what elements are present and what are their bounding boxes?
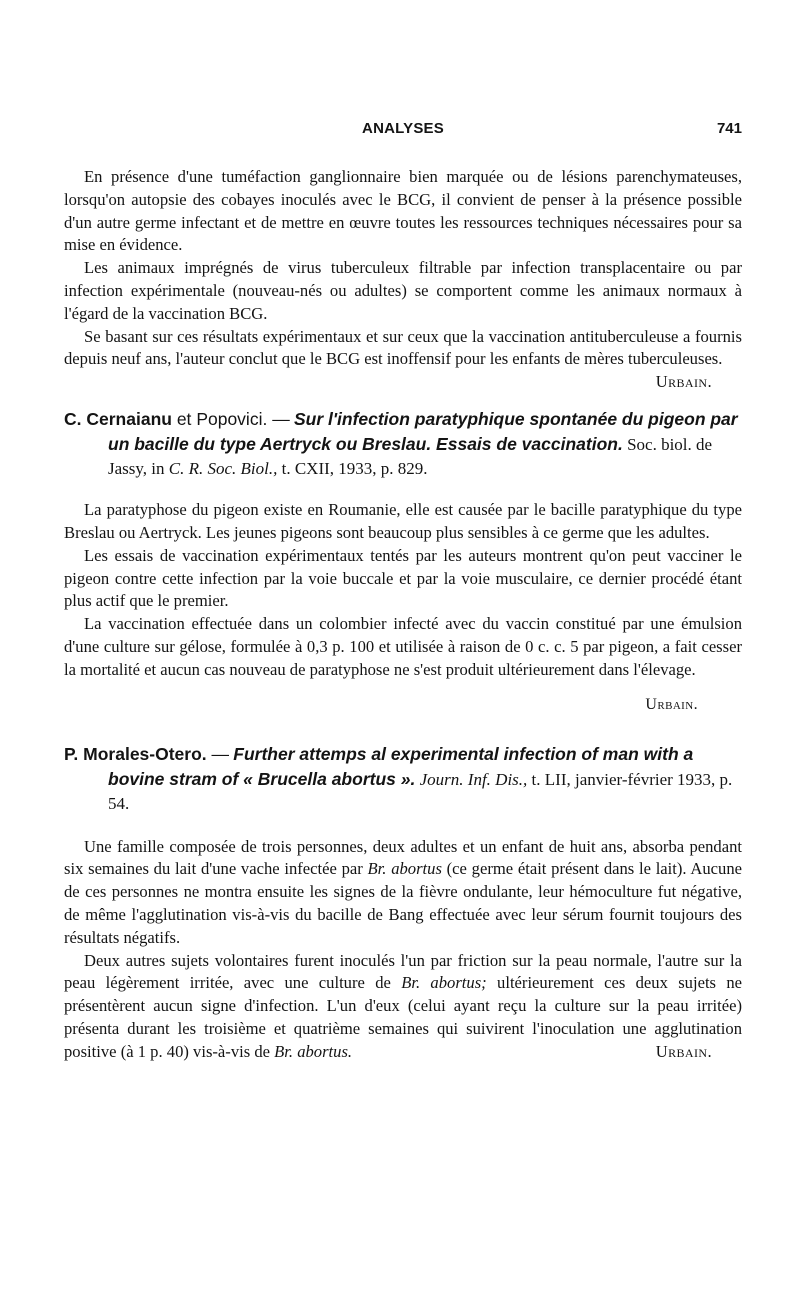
article-2-paragraph-1: La paratyphose du pigeon existe en Roumanie, elle est causée par le bacille paratyphique du type Breslau ou Aertryck. Les jeunes pigeons sont beaucoup plus sensibles à ce germe que les adultes. <box>64 500 742 542</box>
article-1-paragraph-2: Les animaux imprégnés de virus tuberculeux filtrable par infection transplacentaire ou par infection expérimentale (nouveau-nés ou adultes) se comportent comme les animaux normaux à l'égard de la vaccination BCG. <box>64 258 742 323</box>
article-3-initial: P. <box>64 743 79 764</box>
article-2-reference <box>64 407 742 481</box>
article-1-signature: Urbain. <box>655 372 712 392</box>
article-1 <box>64 166 742 392</box>
article-3-title-end: ». <box>400 768 416 789</box>
article-1-paragraph-1: En présence d'une tuméfaction ganglionnaire bien marquée ou de lésions parenchymateuses, lorsqu'on autopsie des cobayes inoculés avec le BCG, il convient de penser à la présence possible d'un autre germe infectant et de mettre en œuvre toutes les ressources techniques nécessaires pour sa mise en évidence. <box>64 167 742 255</box>
article-2-dash: — <box>272 409 290 430</box>
article-2-authors <box>64 409 290 429</box>
page <box>64 112 742 1064</box>
article-2-initial: C. <box>64 409 82 430</box>
article-3-author: Morales-Otero. <box>83 743 207 764</box>
article-3-dash: — <box>211 743 230 764</box>
page-number: 741 <box>716 120 742 137</box>
article-3-paragraph-2-organism: Br. abortus; <box>401 973 487 993</box>
article-2-signature: Urbain. <box>645 695 698 713</box>
article-3 <box>64 742 742 1064</box>
article-2 <box>64 407 742 713</box>
article-2-paragraph-3: La vaccination effectuée dans un colombier infecté avec du vaccin constitué par une émulsion d'une culture sur gélose, formulée à 0,3 p. 100 et utilisée à raison de 0 c. c. 5 par pigeon, a fait cesser la mortalité et aucun cas nouveau de paratyphose ne s'est produit ultérieurement dans l'élevage. <box>64 614 742 679</box>
article-3-paragraph-1-text-a: Une famille composée de trois personnes, deux adultes et un enfant de huit ans, absorba pendant six semaines du lait d'une vache infectée par <box>64 836 742 879</box>
article-3-paragraph-2-text-a: Deux autres sujets volontaires furent inoculés l'un par friction sur la peau normale, l'autre sur la peau légèrement irritée, avec une culture de <box>64 950 742 993</box>
article-3-volume: t. LII, janvier-février 1933, p. 54. <box>108 769 733 813</box>
section-title: ANALYSES <box>362 120 444 137</box>
running-header <box>64 112 742 146</box>
article-3-paragraph-2-organism-2: Br. abortus. <box>274 1041 353 1061</box>
article-3-title-main: Further attemps al experimental infection of man with a bovine stram of « <box>108 743 694 789</box>
article-2-title: Sur l'infection paratyphique spontanée du pigeon par un bacille du type Aertryck ou Breslau. Essais de vaccination. <box>108 409 738 455</box>
article-3-paragraph-2-text-b: ultérieurement ces deux sujets ne présentèrent aucun signe d'infection. L'un d'eux (celui ayant reçu la culture sur la peau irritée) présenta durant les troisième et quatrième semaines qui suivirent l'inoculation une agglutination positive (à 1 p. 40) vis-à-vis de <box>64 973 743 1061</box>
article-3-reference <box>64 742 742 816</box>
article-2-conjunction: et <box>176 409 192 430</box>
article-2-paragraph-2: Les essais de vaccination expérimentaux tentés par les auteurs montrent qu'on peut vacciner le pigeon contre cette infection par la voie buccale et par la voie musculaire, ce dernier procédé étant plus actif que le premier. <box>64 545 742 611</box>
article-3-authors <box>64 744 229 764</box>
article-3-journal: Journ. Inf. Dis., <box>419 769 528 789</box>
article-3-paragraph-1 <box>64 836 742 950</box>
article-2-volume: t. CXII, 1933, p. 829. <box>281 459 428 479</box>
article-3-paragraph-1-organism: Br. abortus <box>367 859 442 879</box>
article-2-journal: C. R. Soc. Biol., <box>168 459 278 479</box>
article-3-paragraph-1-text-b: (ce germe était présent dans le lait). Aucune de ces personnes ne montra ensuite les signes de la fièvre ondulante, leur hémoculture fut négative, de même l'agglutination vis-à-vis du bacille de Bang effectuée avec leur sérum fournit toujours des résultats négatifs. <box>64 859 742 947</box>
article-1-paragraph-3-text: Se basant sur ces résultats expérimentaux et sur ceux que la vaccination antituberculeuse a fournis depuis neuf ans, l'auteur conclut que le BCG est inoffensif pour les enfants de mères tuberculeuses. <box>64 326 742 369</box>
article-1-paragraph-3 <box>64 326 742 392</box>
article-2-source-society: Soc. biol. de Jassy, in <box>108 435 713 479</box>
article-2-author-1: Cernaianu <box>86 409 172 430</box>
article-3-title-organism: Brucella abortus <box>257 768 396 789</box>
article-3-signature: Urbain. <box>655 1041 712 1061</box>
article-2-author-2: Popovici. <box>196 409 268 430</box>
article-3-paragraph-2 <box>64 950 742 1064</box>
